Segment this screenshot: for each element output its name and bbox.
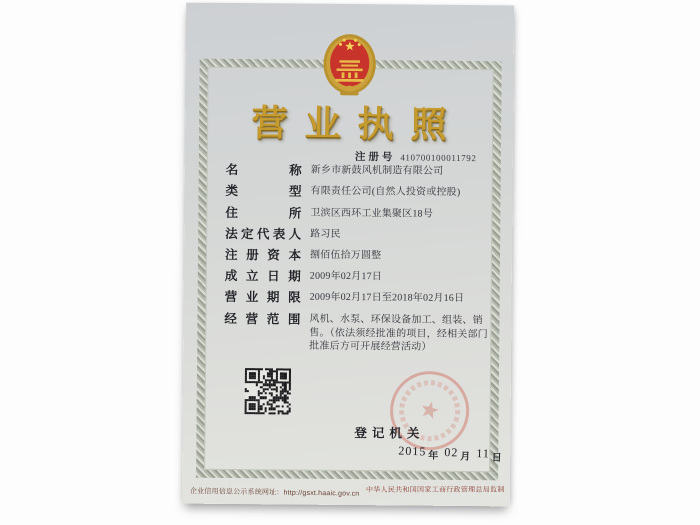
issue-date-year: 2015 <box>398 443 427 459</box>
field-row-legal-rep <box>225 227 494 243</box>
field-label: 名称 <box>225 162 302 178</box>
issue-date-month-suffix: 月 <box>459 451 471 463</box>
field-row-capital <box>225 248 494 264</box>
field-value: 风机、水泵、环保设备加工、组装、销售。（依法须经批准的项目，经相关部门批准后方可开展经营活动） <box>309 313 488 353</box>
china-national-emblem-icon <box>321 32 378 98</box>
field-value: 捌佰伍拾万圆整 <box>309 249 382 262</box>
field-label: 经营范围 <box>224 311 301 327</box>
qr-code <box>245 368 291 414</box>
issue-date-day: 11 <box>476 446 491 461</box>
field-value: 2009年02月17日 <box>309 270 383 283</box>
issue-date <box>396 444 502 465</box>
field-row-scope <box>224 312 493 355</box>
field-value: 卫滨区西环工业集聚区18号 <box>310 207 434 220</box>
field-row-type <box>225 184 494 200</box>
field-label: 注册资本 <box>224 247 302 263</box>
issue-date-year-suffix: 年 <box>428 450 439 462</box>
field-list <box>224 163 496 365</box>
issue-date-month: 02 <box>444 445 459 460</box>
field-row-name <box>226 163 495 179</box>
field-value: 2009年02月17日至2018年02月16日 <box>309 291 465 305</box>
field-label: 类型 <box>225 183 302 199</box>
field-value: 有限责任公司(自然人投资或控股) <box>310 185 461 198</box>
field-label: 营业期限 <box>224 289 301 305</box>
field-value: 路习民 <box>310 228 341 240</box>
issue-date-day-suffix: 日 <box>491 452 502 464</box>
qr-module <box>288 412 290 414</box>
field-value: 新乡市新鼓风机制造有限公司 <box>310 164 444 177</box>
footer-site-url: 企业信用信息公示系统网址：http://gsxt.haaic.gov.cn <box>189 488 360 498</box>
footer-supervisor: 中华人民共和国国家工商行政管理总局监制 <box>366 486 505 494</box>
field-row-address <box>225 206 494 222</box>
page-title: 营业执照 <box>251 103 464 146</box>
field-row-founded <box>225 269 494 285</box>
field-row-term <box>225 290 494 306</box>
license-document <box>182 3 514 507</box>
registration-number: 410700100011792 <box>400 152 477 164</box>
issuer-label: 登记机关 <box>354 426 425 441</box>
field-label: 住所 <box>225 205 302 221</box>
registration-label: 注册号 <box>354 151 396 164</box>
field-label: 成立日期 <box>224 268 301 284</box>
field-label: 法定代表人 <box>225 226 302 242</box>
